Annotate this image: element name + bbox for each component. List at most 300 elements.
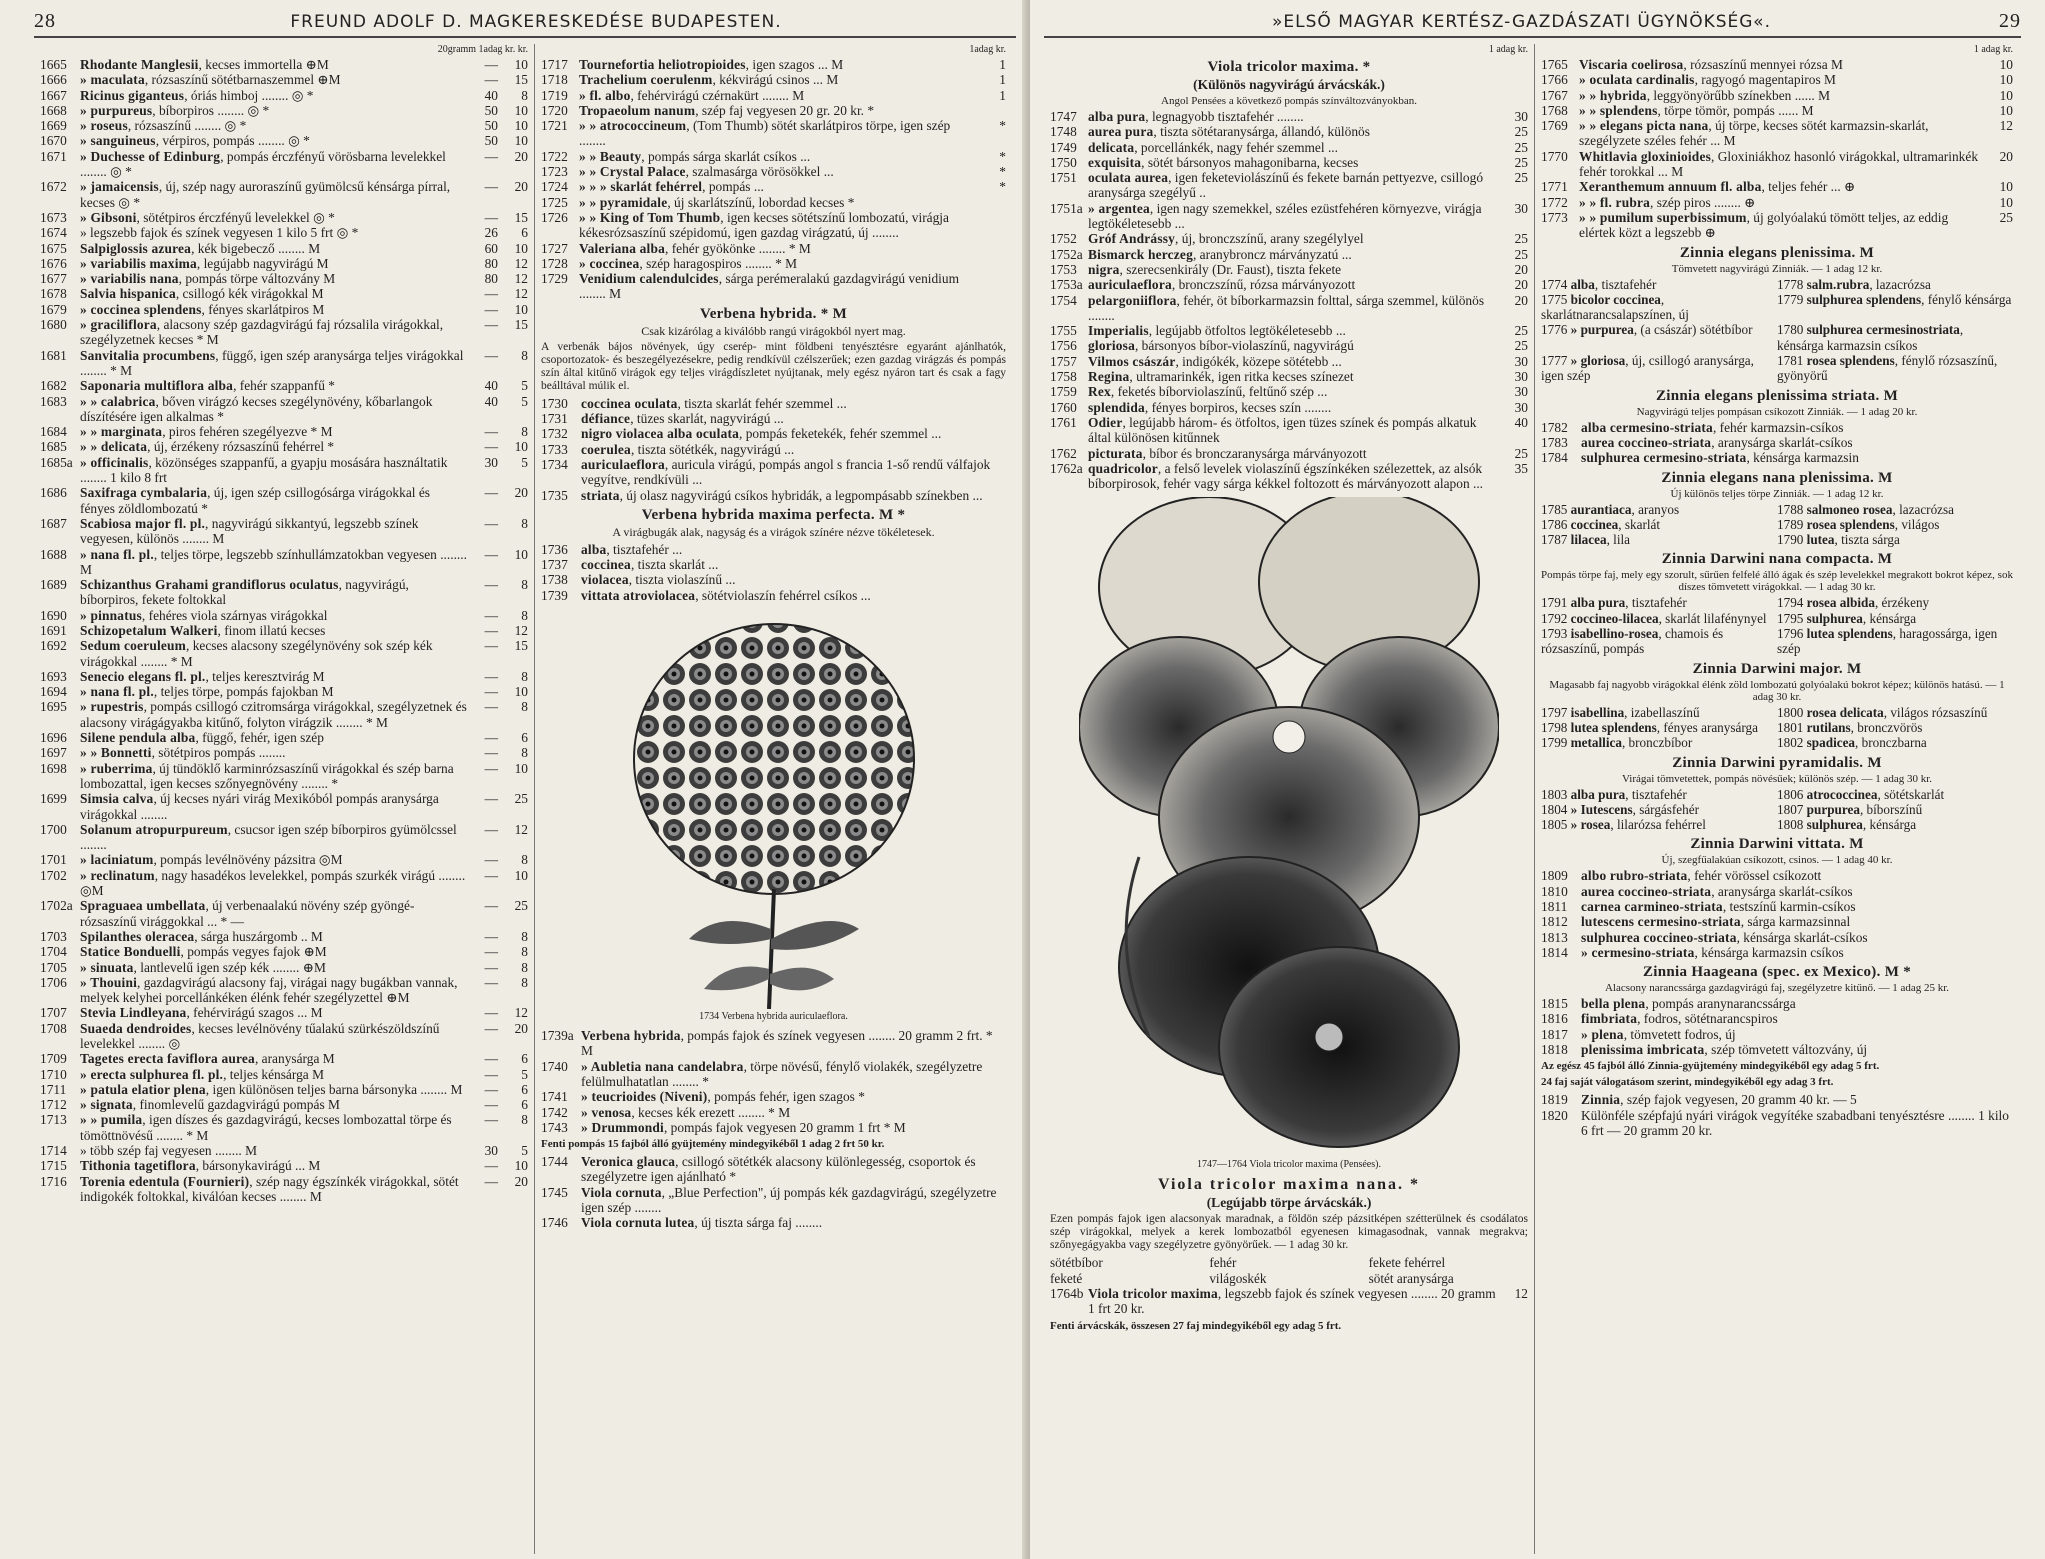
entry-description: » argentea, igen nagy szemekkel, széles ezüstfehéren környezve, virágja legtökéletesebb ... bbox=[1088, 200, 1482, 232]
entry-list bbox=[40, 57, 528, 1204]
entry-number: 1729 bbox=[541, 271, 568, 287]
section-subtitle: (Legújabb törpe árvácskák.) bbox=[1206, 1195, 1372, 1211]
section-note: Angol Pensées a következő pompás színváltozványokban. bbox=[1161, 95, 1417, 107]
price-portion: 10 bbox=[514, 760, 528, 776]
entry-list bbox=[541, 57, 1006, 302]
entry-description: Schizanthus Grahami grandiflorus oculatus, nagyvirágú, bíborpiros, fekete foltokkal bbox=[80, 577, 409, 608]
entry-number: 1722 bbox=[541, 148, 568, 164]
zinnia-sections bbox=[1541, 245, 2013, 1058]
price-20g: — bbox=[484, 515, 498, 531]
catalog-entry bbox=[40, 348, 528, 379]
entry-number: 1727 bbox=[541, 240, 568, 256]
variety-item: 1779 sulphurea splendens, fénylő kénsárga bbox=[1777, 291, 2012, 307]
column-2 bbox=[534, 44, 1012, 1554]
catalog-entry bbox=[40, 669, 528, 684]
entry-number: 1749 bbox=[1050, 139, 1077, 155]
catalog-entry bbox=[1050, 415, 1528, 446]
price-portion: 10 bbox=[514, 102, 528, 118]
entry-number: 1762a bbox=[1050, 460, 1083, 476]
entry-description: Viscaria coelirosa, rózsaszínű mennyei rózsa M bbox=[1579, 57, 1843, 72]
entry-description: auriculaeflora, bronczszínű, rózsa márványozott bbox=[1088, 277, 1356, 293]
catalog-entry bbox=[1541, 420, 2013, 435]
price-portion: 15 bbox=[514, 638, 528, 654]
entry-number: 1705 bbox=[40, 959, 67, 975]
entry-number: 1747 bbox=[1050, 109, 1077, 124]
price-20g: — bbox=[484, 745, 498, 761]
price-portion: 6 bbox=[521, 730, 528, 746]
price-portion: 12 bbox=[514, 821, 528, 837]
price-portion: 25 bbox=[1514, 231, 1528, 247]
entry-number: 1676 bbox=[40, 255, 67, 271]
entry-description: Viola cornuta lutea, új tiszta sárga faj ........ bbox=[581, 1215, 823, 1231]
catalog-entry bbox=[1541, 88, 2013, 103]
catalog-entry bbox=[541, 57, 1006, 72]
entry-description: défiance, tüzes skarlát, nagyvirágú ... bbox=[581, 411, 784, 427]
entry-description: » Aubletia nana candelabra, törpe növésű, fénylő violakék, szegélyzetre felülmulhatatlan ........ * bbox=[581, 1058, 983, 1089]
entry-number: 1715 bbox=[40, 1158, 67, 1174]
entry-description: exquisita, sötét bársonyos mahagonibarna, kecses bbox=[1088, 154, 1359, 170]
entry-description: Vilmos császár, indigókék, közepe sötétebb ... bbox=[1088, 353, 1342, 369]
price-20g: — bbox=[484, 898, 498, 914]
variety-row bbox=[1541, 532, 2013, 547]
catalog-entry bbox=[1050, 262, 1528, 277]
entry-description: Schizopetalum Walkeri, finom illatú kecses bbox=[80, 622, 326, 638]
section-title: Verbena hybrida. * M bbox=[699, 305, 848, 322]
entry-list bbox=[1050, 1286, 1528, 1317]
entry-description: » » pyramidale, új skarlátszínű, lobordad kecses * bbox=[579, 194, 855, 210]
entry-description: Különféle szépfajú nyári virágok vegyítéke szabadbani tenyésztésre ........ 1 kilo 6 frt — 20 gramm 20 kr. bbox=[1581, 1107, 2009, 1138]
price-portion: 8 bbox=[521, 607, 528, 623]
catalog-entry bbox=[40, 1067, 528, 1082]
price-20g: — bbox=[484, 638, 498, 654]
entry-number: 1716 bbox=[40, 1173, 67, 1189]
catalog-entry bbox=[1541, 210, 2013, 241]
price-portion: 5 bbox=[521, 378, 528, 394]
entry-description: Gróf Andrássy, új, bronczszínű, arany szegélylyel bbox=[1088, 231, 1364, 247]
collection-note: 24 faj saját válogatásom szerint, mindegyikéből egy adag 3 frt. bbox=[1541, 1076, 1834, 1089]
price-header: 1 adag kr. bbox=[1973, 44, 2013, 55]
catalog-entry bbox=[40, 577, 528, 608]
price-20g: — bbox=[484, 821, 498, 837]
entry-number: 1668 bbox=[40, 102, 67, 118]
price-portion: 8 bbox=[521, 944, 528, 960]
entry-number: 1745 bbox=[541, 1184, 568, 1200]
entry-number: 1695 bbox=[40, 699, 67, 715]
catalog-entry bbox=[1541, 149, 2013, 180]
price-20g: — bbox=[484, 317, 498, 333]
entry-number: 1665 bbox=[40, 57, 67, 72]
catalog-entry bbox=[40, 822, 528, 853]
entry-number: 1718 bbox=[541, 72, 568, 88]
catalog-entry bbox=[40, 149, 528, 180]
price-portion: 6 bbox=[521, 225, 528, 241]
entry-number: 1724 bbox=[541, 179, 568, 195]
price-portion: 8 bbox=[521, 852, 528, 868]
entry-number: 1819 bbox=[1541, 1092, 1568, 1108]
price-portion: 10 bbox=[514, 133, 528, 149]
variety-item: világoskék bbox=[1209, 1270, 1267, 1286]
catalog-entry bbox=[40, 88, 528, 103]
catalog-entry bbox=[1050, 354, 1528, 369]
entry-number: 1726 bbox=[541, 209, 568, 225]
entry-number: 1812 bbox=[1541, 914, 1568, 930]
section-title: Zinnia Haageana (spec. ex Mexico). M * bbox=[1642, 964, 1912, 981]
entry-description: delicata, porcellánkék, nagy fehér szemmel ... bbox=[1088, 139, 1338, 155]
catalog-entry bbox=[541, 442, 1006, 457]
catalog-entry bbox=[40, 1005, 528, 1020]
variety-item: 1791 alba pura, tisztafehér bbox=[1541, 595, 1687, 611]
entry-description: aurea coccineo-striata, aranysárga skarlát-csíkos bbox=[1581, 883, 1853, 899]
price-portion: 6 bbox=[521, 1081, 528, 1097]
price-portion: 5 bbox=[521, 1066, 528, 1082]
entry-description: Valeriana alba, fehér gyökönke ........ * M bbox=[579, 240, 811, 256]
entry-number: 1753a bbox=[1050, 277, 1083, 293]
price-portion: 8 bbox=[521, 347, 528, 363]
entry-number: 1728 bbox=[541, 255, 568, 271]
entry-number: 1743 bbox=[541, 1119, 568, 1135]
entry-description: » » hybrida, leggyönyörűbb színekben ...... M bbox=[1579, 87, 1831, 103]
entry-number: 1688 bbox=[40, 546, 67, 562]
price-portion: 10 bbox=[514, 301, 528, 317]
catalog-entry bbox=[1050, 446, 1528, 461]
catalog-entry bbox=[541, 271, 1006, 302]
pansy-illustration bbox=[1050, 497, 1528, 1170]
entry-description: Imperialis, legújabb ötfoltos legtökéletesebb ... bbox=[1088, 323, 1346, 339]
variety-item: fekete fehérrel bbox=[1368, 1255, 1446, 1271]
figure-caption: 1734 Verbena hybrida auriculaeflora. bbox=[699, 1011, 848, 1023]
section-subtitle: Csak kizárólag a kiválóbb rangú virágokból nyert mag. bbox=[641, 323, 906, 338]
catalog-entry bbox=[40, 378, 528, 393]
entry-description: Ricinus giganteus, óriás himboj ........ ◎ * bbox=[80, 87, 314, 103]
entry-description: plenissima imbricata, szép tömvetett változvány, új bbox=[1581, 1042, 1868, 1058]
entry-description: » patula elatior plena, igen különösen teljes barna bársonyka ........ M bbox=[80, 1081, 463, 1097]
entry-description: » » Beauty, pompás sárga skarlát csíkos ... bbox=[579, 148, 811, 164]
catalog-entry bbox=[1050, 247, 1528, 262]
entry-number: 1735 bbox=[541, 487, 568, 503]
catalog-entry bbox=[40, 1021, 528, 1052]
price-20g: 30 bbox=[484, 1143, 498, 1159]
price-portion: 10 bbox=[514, 684, 528, 700]
column-3 bbox=[1044, 44, 1534, 1554]
price-portion: 12 bbox=[1514, 1286, 1528, 1302]
price-20g: — bbox=[484, 760, 498, 776]
price-20g: — bbox=[484, 959, 498, 975]
catalog-entry bbox=[541, 457, 1006, 488]
entry-number: 1756 bbox=[1050, 338, 1077, 354]
price-portion: 12 bbox=[514, 271, 528, 287]
right-page bbox=[1030, 0, 2045, 1559]
price-20g: 26 bbox=[484, 225, 498, 241]
entry-number: 1746 bbox=[541, 1215, 568, 1231]
catalog-entry bbox=[541, 488, 1006, 503]
entry-description: lutescens cermesino-striata, sárga karmazsinnal bbox=[1581, 914, 1851, 930]
price-20g: — bbox=[484, 1173, 498, 1189]
price-20g: — bbox=[484, 546, 498, 562]
price-portion: 10 bbox=[1999, 194, 2013, 210]
entry-number: 1814 bbox=[1541, 944, 1568, 960]
price-portion: 30 bbox=[1514, 399, 1528, 415]
catalog-entry bbox=[1050, 369, 1528, 384]
entry-number: 1773 bbox=[1541, 209, 1568, 225]
price-20g: — bbox=[484, 699, 498, 715]
catalog-entry bbox=[541, 1120, 1006, 1135]
section-title: Zinnia Darwini nana compacta. M bbox=[1661, 551, 1893, 568]
running-head-right bbox=[1044, 10, 2021, 38]
entry-description: Zinnia, szép fajok vegyesen, 20 gramm 40 kr. — 5 bbox=[1581, 1092, 1857, 1108]
entry-number: 1694 bbox=[40, 684, 67, 700]
entry-description: splendida, fényes borpiros, kecses szín ........ bbox=[1088, 399, 1332, 415]
variety-item: 1807 purpurea, bíborszínű bbox=[1777, 801, 1923, 817]
section-title: Zinnia elegans plenissima striata. M bbox=[1655, 387, 1899, 404]
entry-description: » oculata cardinalis, ragyogó magentapiros M bbox=[1579, 72, 1836, 88]
catalog-entry bbox=[1050, 170, 1528, 201]
price-20g: — bbox=[484, 928, 498, 944]
entry-number: 1691 bbox=[40, 622, 67, 638]
catalog-entry bbox=[40, 1174, 528, 1205]
entry-description: » több szép faj vegyesen ........ M bbox=[80, 1143, 258, 1159]
entry-list bbox=[1050, 109, 1528, 491]
catalog-entry bbox=[1541, 899, 2013, 914]
entry-number: 1686 bbox=[40, 485, 67, 501]
catalog-entry bbox=[541, 1215, 1006, 1230]
catalog-entry bbox=[40, 761, 528, 792]
entry-number: 1698 bbox=[40, 760, 67, 776]
entry-number: 1817 bbox=[1541, 1026, 1568, 1042]
entry-description: » variabilis maxima, legújabb nagyvirágú M bbox=[80, 255, 329, 271]
entry-description: Tagetes erecta faviflora aurea, aranysárga M bbox=[80, 1051, 335, 1067]
price-20g: — bbox=[484, 867, 498, 883]
entry-description: » » delicata, új, érzékeny rózsaszínű fehérrel * bbox=[80, 439, 335, 455]
entry-description: violacea, tiszta violaszínű ... bbox=[581, 572, 736, 588]
variety-item: 1800 rosea delicata, világos rózsaszínű bbox=[1777, 704, 1988, 720]
price-portion: 10 bbox=[514, 546, 528, 562]
price-20g: — bbox=[484, 1158, 498, 1174]
section-title: Zinnia Darwini major. M bbox=[1692, 660, 1862, 677]
price-portion: 12 bbox=[514, 255, 528, 271]
entry-number: 1784 bbox=[1541, 450, 1568, 466]
catalog-entry bbox=[40, 1158, 528, 1173]
price-20g: — bbox=[484, 974, 498, 990]
entry-description: coccinea oculata, tiszta skarlát fehér szemmel ... bbox=[581, 395, 847, 411]
entry-description: Bismarck herczeg, aranybroncz márványzatú ... bbox=[1088, 246, 1352, 262]
price-20g: — bbox=[484, 1081, 498, 1097]
price-20g: — bbox=[484, 1051, 498, 1067]
entry-description: Trachelium coerulenm, kékvirágú csinos ... M bbox=[579, 72, 839, 88]
price-20g: — bbox=[484, 944, 498, 960]
entry-description: Tropaeolum nanum, szép faj vegyesen 20 gr. 20 kr. * bbox=[579, 102, 875, 118]
entry-number: 1818 bbox=[1541, 1042, 1568, 1058]
section-subtitle: Pompás törpe faj, mely egy szorult, sűrűen felfelé álló ágak és szép levelekkel megrakott bokrot képez, sok díszes tömvetett virágokkal. — 1 adag 30 kr. bbox=[1541, 569, 2013, 594]
variety-item: 1792 coccineo-lilacea, skarlát lilafénynyel bbox=[1541, 610, 1767, 626]
section-title: Zinnia elegans plenissima. M bbox=[1679, 244, 1875, 261]
variety-item: 1780 sulphurea cermesinostriata, kénsárga karmazsin csíkos bbox=[1777, 322, 1964, 353]
section-description: A verbenák bájos növények, úgy cserép- mint földbeni tenyésztésre egyaránt ajánlhatók, csoportozatok- és beszegélyezésekre, pedig rendkívül czélszerűek; ezen gazdag virágzás és pompás szín által kitűnő virágok egy teljes virágdíszletet nyújtanak, mely egész nyáron tart és csak a fagy beálltával múlik el. bbox=[541, 340, 1006, 392]
entry-description: » » King of Tom Thumb, igen kecses sötétszínű lombozatú, virágja kékesrózsaszínű szépidomú, igen gazdag virágzatú, új ........ bbox=[579, 209, 949, 241]
entry-number: 1725 bbox=[541, 194, 568, 210]
entry-number: 1739a bbox=[541, 1028, 574, 1044]
pansy-flower-icon bbox=[1079, 497, 1499, 1157]
price-20g: 40 bbox=[484, 393, 498, 409]
running-title-right: »ELSŐ MAGYAR KERTÉSZ-GAZDÁSZATI ÜGYNÖKSÉG«. bbox=[1272, 12, 1771, 32]
section-subtitle: Tömvetett nagyvirágú Zinniák. — 1 adag 12 kr. bbox=[1671, 262, 1883, 275]
entry-number: 1701 bbox=[40, 852, 67, 868]
collection-note: Fenti pompás 15 fajból álló gyüjtemény mindegyikéből 1 adag 2 frt 50 kr. bbox=[541, 1138, 885, 1151]
catalog-entry bbox=[40, 241, 528, 256]
catalog-entry bbox=[1050, 1286, 1528, 1317]
entry-number: 1666 bbox=[40, 72, 67, 88]
price-portion: 25 bbox=[1514, 139, 1528, 155]
entry-description: Solanum atropurpureum, csucsor igen szép bíborpiros gyümölcssel ........ bbox=[80, 821, 457, 853]
variety-row bbox=[1541, 517, 2013, 532]
price-20g: 40 bbox=[484, 378, 498, 394]
entry-number: 1693 bbox=[40, 668, 67, 684]
price-portion: 5 bbox=[521, 393, 528, 409]
price-portion: 40 bbox=[1514, 414, 1528, 430]
price-20g: — bbox=[484, 852, 498, 868]
price-20g: 50 bbox=[484, 118, 498, 134]
variety-row bbox=[1541, 735, 2013, 750]
left-columns bbox=[34, 44, 1016, 1554]
variety-row bbox=[1541, 611, 2013, 626]
catalog-entry bbox=[40, 684, 528, 699]
catalog-entry bbox=[1541, 1042, 2013, 1057]
entry-description: Viola tricolor maxima, legszebb fajok és színek vegyesen ........ 20 gramm 1 frt 20 kr. bbox=[1088, 1286, 1496, 1317]
entry-description: » » marginata, piros fehéren szegélyezve * M bbox=[80, 424, 333, 440]
price-portion: 6 bbox=[521, 1097, 528, 1113]
price-20g: — bbox=[484, 286, 498, 302]
catalog-entry bbox=[541, 195, 1006, 210]
variety-item: 1804 » Iutescens, sárgásfehér bbox=[1541, 801, 1699, 817]
entry-number: 1683 bbox=[40, 393, 67, 409]
entry-description: Senecio elegans fl. pl., teljes keresztvirág M bbox=[80, 668, 325, 684]
variety-item: 1806 atrococcinea, sötétskarlát bbox=[1777, 786, 1945, 802]
entry-description: » coccinea, szép haragospiros ........ * M bbox=[579, 255, 798, 271]
section-title: Zinnia Darwini pyramidalis. M bbox=[1672, 754, 1882, 771]
entry-description: Salpiglossis azurea, kék bigebecző ........ M bbox=[80, 240, 321, 256]
catalog-entry bbox=[40, 547, 528, 578]
entry-number: 1811 bbox=[1541, 898, 1568, 914]
entry-description: » erecta sulphurea fl. pl., teljes kénsárga M bbox=[80, 1066, 324, 1082]
price-20g: 80 bbox=[484, 271, 498, 287]
entry-description: Simsia calva, új kecses nyári virág Mexikóból pompás aranysárga virágokkal ........ bbox=[80, 791, 439, 822]
catalog-entry bbox=[40, 1082, 528, 1097]
variety-row bbox=[1541, 787, 2013, 802]
catalog-entry bbox=[1050, 461, 1528, 492]
entry-description: striata, új olasz nagyvirágú csíkos hybridák, a legpompásabb színekben ... bbox=[581, 487, 983, 503]
price-portion: 8 bbox=[521, 515, 528, 531]
entry-description: » sinuata, lantlevelű igen szép kék ........ ⊕M bbox=[80, 959, 326, 975]
entry-description: » roseus, rózsaszínű ........ ◎ * bbox=[80, 118, 247, 134]
entry-description: Regina, ultramarinkék, igen ritka kecses színezet bbox=[1088, 369, 1354, 385]
catalog-entry bbox=[40, 225, 528, 240]
entry-number: 1740 bbox=[541, 1058, 568, 1074]
entry-description: quadricolor, a felső levelek violaszínű égszínkéken szélezettek, az alsók bíborpirosok, fehér vagy sárga kékkel foltozott és márványozott alapon ... bbox=[1088, 460, 1484, 492]
variety-item: 1790 lutea, tiszta sárga bbox=[1777, 532, 1900, 548]
entry-description: oculata aurea, igen feketeviolászínű és fekete barnán pettyezve, csillogó aranysárga szegélyű .. bbox=[1088, 170, 1484, 201]
entry-description: picturata, bíbor és bronczaranysárga márványozott bbox=[1088, 445, 1367, 461]
entry-number: 1736 bbox=[541, 541, 568, 557]
entry-list bbox=[1541, 57, 2013, 241]
price-portion: 20 bbox=[1999, 148, 2013, 164]
price-20g: 30 bbox=[484, 454, 498, 470]
entry-number: 1757 bbox=[1050, 353, 1077, 369]
price-portion: 8 bbox=[521, 668, 528, 684]
entry-description: » signata, finomlevelű gazdagvirágú pompás M bbox=[80, 1097, 340, 1113]
price-portion: 5 bbox=[521, 454, 528, 470]
entry-description: » legszebb fajok és színek vegyesen 1 kilo 5 frt ◎ * bbox=[80, 225, 359, 241]
catalog-entry bbox=[40, 699, 528, 730]
entry-description: » » Bonnetti, sötétpiros pompás ........ bbox=[80, 745, 286, 761]
entry-description: Odier, legújabb három- és ötfoltos, igen tüzes színek és pompás alkatuk által különösen kitűnnek bbox=[1088, 414, 1477, 446]
entry-number: 1744 bbox=[541, 1154, 568, 1170]
price-20g: — bbox=[484, 1005, 498, 1021]
figure-caption: 1747—1764 Viola tricolor maxima (Pensées). bbox=[1197, 1159, 1381, 1171]
variety-row bbox=[1541, 802, 2013, 817]
entry-description: Sanvitalia procumbens, függő, igen szép aranysárga teljes virágokkal ........ * M bbox=[80, 347, 464, 378]
catalog-entry bbox=[1050, 140, 1528, 155]
entry-number: 1765 bbox=[1541, 57, 1568, 72]
entry-description: Venidium calendulcides, sárga perémeralakú gazdagvirágú venidium ........ M bbox=[579, 271, 960, 302]
collection-note: Az egész 45 fajból álló Zinnia-gyüjtemény mindegyikéből egy adag 5 frt. bbox=[1541, 1060, 1880, 1073]
variety-item: 1786 coccinea, skarlát bbox=[1541, 516, 1661, 532]
price-20g: — bbox=[484, 791, 498, 807]
price-portion: 1 bbox=[999, 87, 1006, 103]
price-20g: — bbox=[484, 301, 498, 317]
entry-description: Suaeda dendroides, kecses levélnövény tűalakú szürkészöldszínű levelekkel ........ ◎ bbox=[80, 1020, 440, 1051]
catalog-entry bbox=[1541, 450, 2013, 465]
entry-number: 1682 bbox=[40, 378, 67, 394]
running-title-left: FREUND ADOLF D. MAGKERESKEDÉSE BUDAPESTEN. bbox=[290, 12, 782, 32]
variety-item: 1795 sulphurea, kénsárga bbox=[1777, 610, 1917, 626]
entry-number: 1677 bbox=[40, 271, 67, 287]
entry-number: 1709 bbox=[40, 1051, 67, 1067]
variety-item: 1799 metallica, bronczbíbor bbox=[1541, 735, 1693, 751]
price-header: 1adag kr. bbox=[969, 44, 1006, 55]
variety-item: 1776 » purpurea, (a császár) sötétbíbor bbox=[1541, 322, 1753, 338]
price-portion: 25 bbox=[1999, 209, 2013, 225]
verbena-flower-icon bbox=[609, 609, 939, 1009]
catalog-entry bbox=[40, 271, 528, 286]
variety-item: fehér bbox=[1209, 1255, 1237, 1271]
entry-description: » Gibsoni, sötétpiros érczfényű levelekkel ◎ * bbox=[80, 209, 335, 225]
variety-item: 1788 salmoneo rosea, lazacrózsa bbox=[1777, 501, 1955, 517]
entry-description: Silene pendula alba, függő, fehér, igen szép bbox=[80, 730, 324, 746]
entry-description: » Duchesse of Edinburg, pompás érczfényű vörösbarna levelekkel ........ ◎ * bbox=[80, 148, 446, 180]
entry-number: 1752a bbox=[1050, 246, 1083, 262]
catalog-entry bbox=[1541, 868, 2013, 883]
entry-description: » variabilis nana, pompás törpe változvány M bbox=[80, 271, 336, 287]
entry-number: 1815 bbox=[1541, 996, 1568, 1012]
catalog-entry bbox=[40, 791, 528, 822]
catalog-entry bbox=[1541, 1011, 2013, 1026]
entry-list bbox=[1541, 1092, 2013, 1138]
price-portion: 20 bbox=[514, 1020, 528, 1036]
price-portion: * bbox=[999, 164, 1006, 180]
entry-list bbox=[541, 1154, 1006, 1230]
price-portion: 1 bbox=[999, 72, 1006, 88]
price-portion: 10 bbox=[1999, 72, 2013, 88]
catalog-entry bbox=[1541, 945, 2013, 960]
entry-number: 1755 bbox=[1050, 323, 1077, 339]
price-20g: — bbox=[484, 347, 498, 363]
price-20g: — bbox=[484, 485, 498, 501]
catalog-entry bbox=[1541, 1092, 2013, 1107]
variety-row bbox=[1050, 1271, 1528, 1286]
catalog-entry bbox=[541, 1089, 1006, 1104]
price-portion: 20 bbox=[1514, 277, 1528, 293]
entry-number: 1719 bbox=[541, 87, 568, 103]
catalog-entry bbox=[1541, 57, 2013, 72]
